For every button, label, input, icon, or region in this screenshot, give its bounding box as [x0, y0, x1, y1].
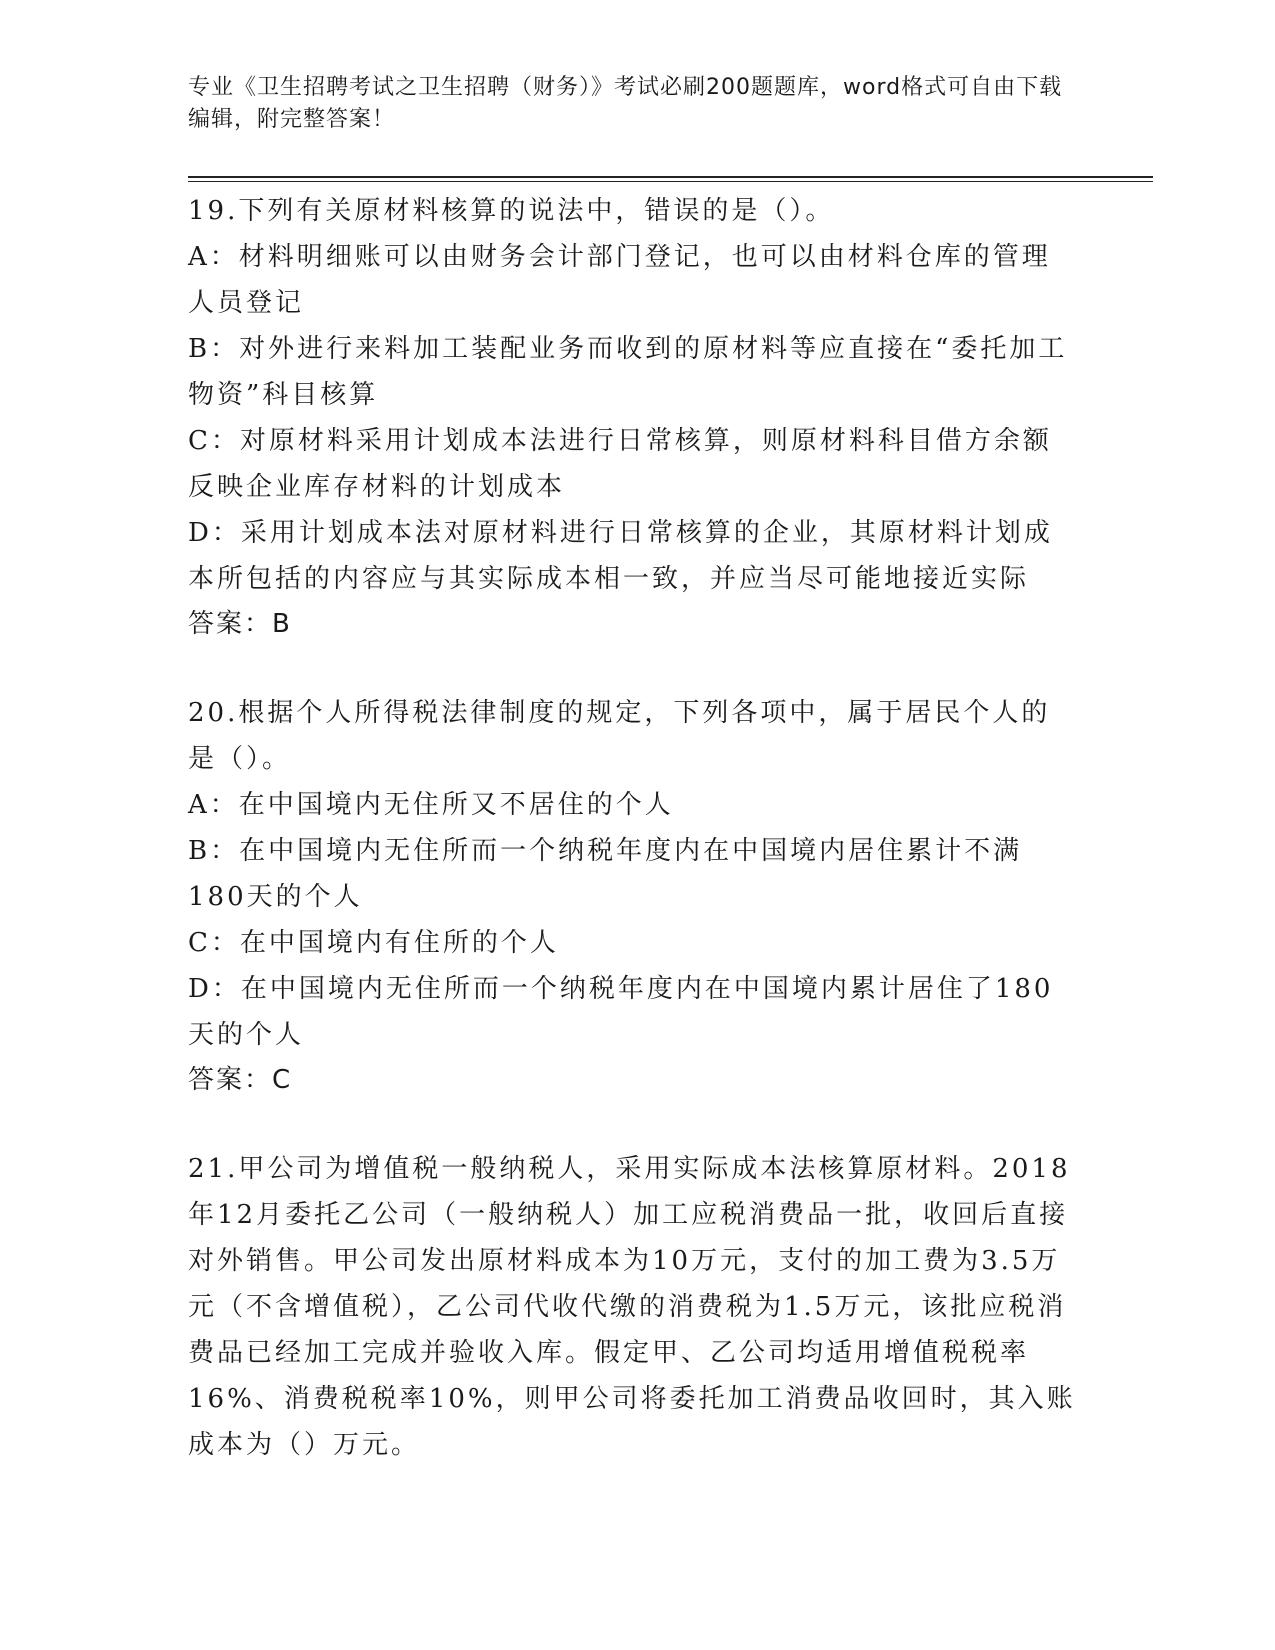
option-c: C：对原材料采用计划成本法进行日常核算，则原材料科目借方余额反映企业库存材料的计划成本	[188, 426, 1052, 502]
answer-line: 答案：B	[188, 609, 292, 639]
option-d: D：采用计划成本法对原材料进行日常核算的企业，其原材料计划成本所包括的内容应与其实际成本相一致，并应当尽可能地接近实际	[188, 518, 1053, 594]
option-b: B：对外进行来料加工装配业务而收到的原材料等应直接在“委托加工物资”科目核算	[188, 334, 1068, 410]
question-19	[188, 188, 1078, 646]
document-header: 专业《卫生招聘考试之卫生招聘（财务）》考试必刷200题题库，word格式可自由下载编辑，附完整答案！	[188, 75, 1063, 132]
option-c: C：在中国境内有住所的个人	[188, 928, 559, 958]
question-list	[188, 188, 1078, 1468]
option-b: B：在中国境内无住所而一个纳税年度内在中国境内居住累计不满180天的个人	[188, 836, 1023, 912]
question-20	[188, 690, 1078, 1102]
question-21	[188, 1146, 1078, 1468]
question-stem: 19.下列有关原材料核算的说法中，错误的是（）。	[188, 196, 835, 226]
option-a: A：在中国境内无住所又不居住的个人	[188, 790, 674, 820]
header-divider-thin	[188, 181, 1153, 182]
answer-line: 答案：C	[188, 1065, 293, 1095]
question-spacer	[188, 1102, 1078, 1146]
question-stem: 21.甲公司为增值税一般纳税人，采用实际成本法核算原材料。2018年12月委托乙公司（一般纳税人）加工应税消费品一批，收回后直接对外销售。甲公司发出原材料成本为10万元，支付的加工费为3.5万元（不含增值税），乙公司代收代缴的消费税为1.5万元，该批应税消费品已经加工完成并验收入库。假定甲、乙公司均适用增值税税率16%、消费税税率10%，则甲公司将委托加工消费品收回时，其入账成本为（）万元。	[188, 1154, 1076, 1460]
option-d: D：在中国境内无住所而一个纳税年度内在中国境内累计居住了180天的个人	[188, 974, 1054, 1050]
option-a: A：材料明细账可以由财务会计部门登记，也可以由材料仓库的管理人员登记	[188, 242, 1051, 318]
header-divider-thick	[188, 176, 1153, 178]
question-stem: 20.根据个人所得税法律制度的规定，下列各项中，属于居民个人的是（）。	[188, 698, 1051, 774]
question-spacer	[188, 646, 1078, 690]
